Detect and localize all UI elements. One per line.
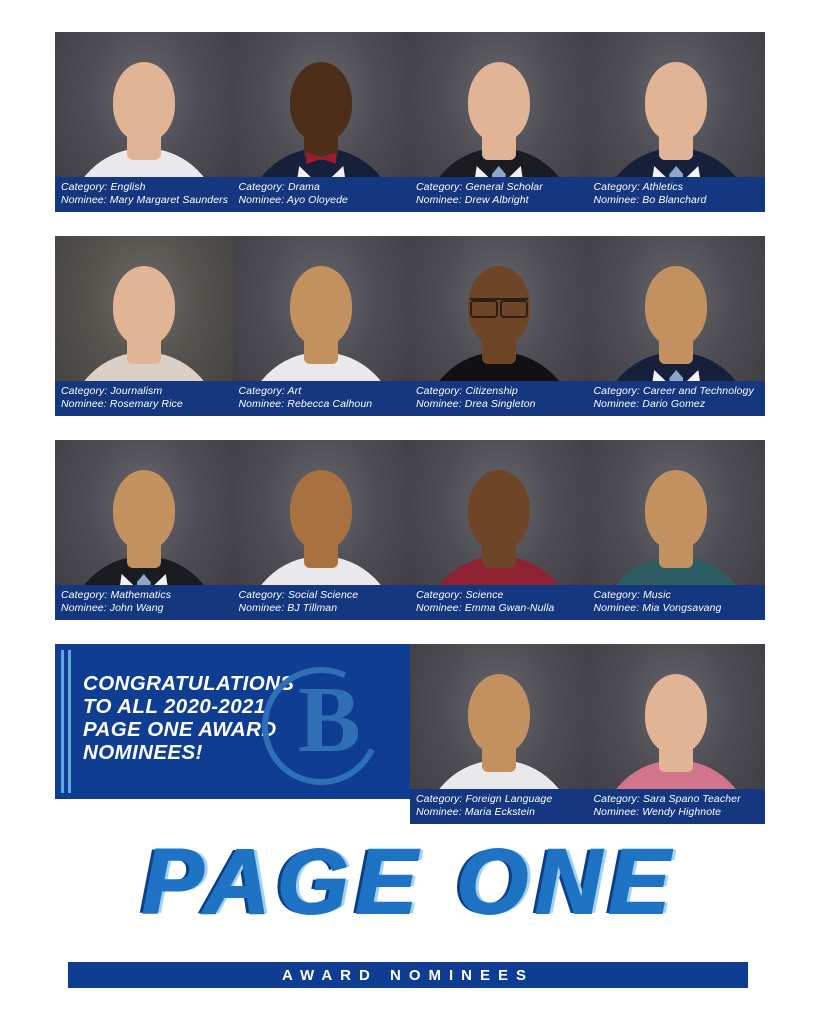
nominee-label: Nominee: Rosemary Rice [61, 398, 183, 410]
nominee-caption [410, 381, 588, 416]
nominee-label: Nominee: Ayo Oloyede [238, 194, 348, 206]
nominee-label: Nominee: Mia Vongsavang [593, 602, 722, 614]
nominee-caption [233, 585, 411, 620]
nominee-label: Nominee: Rebecca Calhoun [238, 398, 373, 410]
category-label: Category: General Scholar [416, 181, 543, 193]
category-label: Category: Athletics [593, 181, 684, 193]
face-shape [645, 62, 707, 142]
category-label: Category: Sara Spano Teacher [593, 793, 741, 805]
face-shape [113, 62, 175, 142]
nominee-caption [55, 585, 233, 620]
nominee-caption [588, 789, 766, 824]
nominee-row [55, 440, 765, 620]
nominee-label: Nominee: Dario Gomez [593, 398, 706, 410]
category-label: Category: Mathematics [61, 589, 172, 601]
face-shape [113, 470, 175, 550]
glasses-icon [470, 298, 528, 312]
nominee-caption [410, 789, 588, 824]
face-shape [290, 266, 352, 346]
nominee-caption [410, 585, 588, 620]
face-shape [468, 62, 530, 142]
nominee-card [55, 236, 233, 416]
wordmark-subtitle: AWARD NOMINEES [281, 966, 534, 984]
nominee-card [410, 236, 588, 416]
face-shape [645, 674, 707, 754]
category-label: Category: English [61, 181, 146, 193]
logo-letter: B [298, 668, 361, 772]
nominee-row [55, 32, 765, 212]
congratulations-panel [55, 644, 410, 799]
category-label: Category: Citizenship [416, 385, 518, 397]
nominee-label: Nominee: Wendy Highnote [593, 806, 722, 818]
nominee-card [233, 440, 411, 620]
page-one-wordmark [0, 832, 819, 932]
stripe-decoration [61, 650, 75, 793]
nominee-card [588, 236, 766, 416]
category-label: Category: Art [238, 385, 302, 397]
nominee-caption [410, 177, 588, 212]
face-shape [645, 266, 707, 346]
face-shape [290, 470, 352, 550]
nominee-label: Nominee: John Wang [61, 602, 164, 614]
nominee-card [588, 440, 766, 620]
nominee-label: Nominee: Emma Gwan-Nulla [416, 602, 555, 614]
nominee-caption [55, 381, 233, 416]
nominee-card [410, 644, 588, 824]
wordmark-subtitle-bar [68, 962, 748, 988]
nominee-card [55, 440, 233, 620]
category-label: Category: Career and Technology [593, 385, 754, 397]
nominee-label: Nominee: Drea Singleton [416, 398, 536, 410]
category-label: Category: Journalism [61, 385, 163, 397]
category-label: Category: Foreign Language [416, 793, 553, 805]
category-label: Category: Music [593, 589, 671, 601]
nominee-card [55, 32, 233, 212]
nominee-label: Nominee: Drew Albright [416, 194, 529, 206]
nominee-card [233, 236, 411, 416]
wordmark-title: PAGE ONE [142, 831, 677, 933]
face-shape [113, 266, 175, 346]
nominee-card [410, 440, 588, 620]
nominee-caption [588, 177, 766, 212]
nominee-caption [588, 381, 766, 416]
nominee-card [588, 644, 766, 824]
nominee-label: Nominee: Bo Blanchard [593, 194, 707, 206]
nominee-row [55, 236, 765, 416]
school-logo [254, 659, 404, 799]
face-shape [290, 62, 352, 142]
category-label: Category: Drama [238, 181, 320, 193]
nominee-caption [588, 585, 766, 620]
face-shape [468, 674, 530, 754]
congratulations-headline: CONGRATULATIONS TO ALL 2020-2021 PAGE ONE AWARD NOMINEES! [83, 672, 295, 764]
nominee-caption [233, 177, 411, 212]
nominee-caption [233, 381, 411, 416]
nominee-label: Nominee: BJ Tillman [238, 602, 338, 614]
nominee-card [588, 32, 766, 212]
nominee-card [410, 32, 588, 212]
nominee-label: Nominee: Maria Eckstein [416, 806, 536, 818]
nominee-caption [55, 177, 233, 212]
category-label: Category: Science [416, 589, 504, 601]
nominee-card [233, 32, 411, 212]
face-shape [468, 470, 530, 550]
nominee-label: Nominee: Mary Margaret Saunders [61, 194, 229, 206]
category-label: Category: Social Science [238, 589, 359, 601]
face-shape [645, 470, 707, 550]
